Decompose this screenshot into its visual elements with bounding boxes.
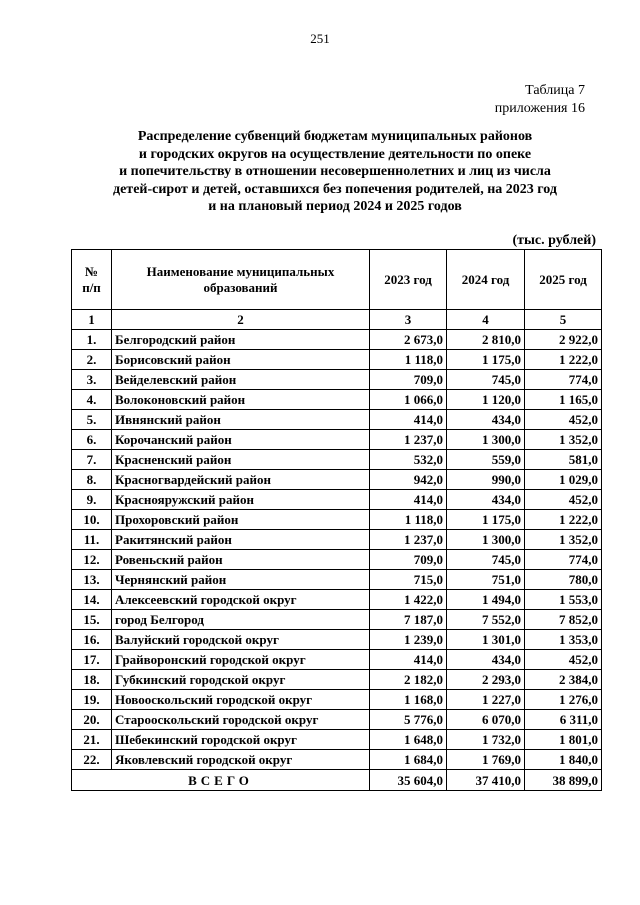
- header-number-line-2: п/п: [82, 279, 101, 295]
- value-2025: 7 852,0: [525, 610, 602, 630]
- value-2025: 1 353,0: [525, 630, 602, 650]
- municipality-name: Валуйский городской округ: [112, 630, 370, 650]
- total-2024: 37 410,0: [447, 770, 525, 791]
- total-2025: 38 899,0: [525, 770, 602, 791]
- value-2023: 532,0: [370, 450, 447, 470]
- value-2025: 1 165,0: [525, 390, 602, 410]
- municipality-name: Красногвардейский район: [112, 470, 370, 490]
- row-number: 17.: [72, 650, 112, 670]
- row-number: 8.: [72, 470, 112, 490]
- total-2023: 35 604,0: [370, 770, 447, 791]
- header-name-line-2: образований: [203, 279, 278, 295]
- table-row: [72, 650, 602, 670]
- row-number: 19.: [72, 690, 112, 710]
- value-2025: 581,0: [525, 450, 602, 470]
- table-row: [72, 490, 602, 510]
- value-2023: 709,0: [370, 550, 447, 570]
- row-number: 1.: [72, 330, 112, 350]
- value-2023: 1 118,0: [370, 350, 447, 370]
- value-2024: 745,0: [447, 370, 525, 390]
- table-row: [72, 330, 602, 350]
- value-2025: 452,0: [525, 410, 602, 430]
- value-2024: 1 120,0: [447, 390, 525, 410]
- municipality-name: Борисовский район: [112, 350, 370, 370]
- header-2025: 2025 год: [525, 250, 602, 310]
- row-number: 18.: [72, 670, 112, 690]
- value-2024: 6 070,0: [447, 710, 525, 730]
- table-row: [72, 670, 602, 690]
- title-line: и на плановый период 2024 и 2025 годов: [208, 199, 462, 214]
- table-reference: [495, 82, 585, 118]
- table-row: [72, 390, 602, 410]
- municipality-name: Новооскольский городской округ: [112, 690, 370, 710]
- value-2024: 2 810,0: [447, 330, 525, 350]
- value-2025: 1 801,0: [525, 730, 602, 750]
- municipality-name: Волоконовский район: [112, 390, 370, 410]
- row-number: 22.: [72, 750, 112, 770]
- table-reference-line-1: Таблица 7: [525, 83, 585, 98]
- table-reference-line-2: приложения 16: [494, 101, 585, 116]
- municipality-name: Ивнянский район: [112, 410, 370, 430]
- municipality-name: Ракитянский район: [112, 530, 370, 550]
- title-line: и городских округов на осуществление деятельности по опеке: [138, 146, 532, 162]
- value-2024: 1 301,0: [447, 630, 525, 650]
- page-number: 251: [310, 31, 330, 46]
- value-2024: 434,0: [447, 490, 525, 510]
- row-number: 7.: [72, 450, 112, 470]
- row-number: 20.: [72, 710, 112, 730]
- row-number: 3.: [72, 370, 112, 390]
- value-2025: 2 922,0: [525, 330, 602, 350]
- table-row: [72, 410, 602, 430]
- value-2023: 1 118,0: [370, 510, 447, 530]
- row-number: 4.: [72, 390, 112, 410]
- value-2024: 1 175,0: [447, 350, 525, 370]
- units-label: (тыс. рублей): [512, 233, 596, 248]
- value-2024: 7 552,0: [447, 610, 525, 630]
- value-2025: 1 553,0: [525, 590, 602, 610]
- column-index: 4: [447, 310, 525, 330]
- row-number: 13.: [72, 570, 112, 590]
- row-number: 12.: [72, 550, 112, 570]
- value-2024: 751,0: [447, 570, 525, 590]
- column-index: 3: [370, 310, 447, 330]
- value-2025: 1 029,0: [525, 470, 602, 490]
- value-2023: 1 237,0: [370, 430, 447, 450]
- header-name: [112, 250, 370, 310]
- header-number: [72, 250, 112, 310]
- value-2025: 774,0: [525, 370, 602, 390]
- column-index-row: [72, 310, 602, 330]
- table-row: [72, 630, 602, 650]
- table-row: [72, 610, 602, 630]
- municipality-name: Краснояружский район: [112, 490, 370, 510]
- value-2025: 1 840,0: [525, 750, 602, 770]
- value-2024: 559,0: [447, 450, 525, 470]
- value-2025: 1 222,0: [525, 510, 602, 530]
- value-2023: 1 237,0: [370, 530, 447, 550]
- value-2023: 414,0: [370, 490, 447, 510]
- municipality-name: Старооскольский городской округ: [112, 710, 370, 730]
- table-row: [72, 470, 602, 490]
- row-number: 10.: [72, 510, 112, 530]
- title-line: детей-сирот и детей, оставшихся без попечения родителей, на 2023 год: [113, 181, 557, 197]
- value-2023: 5 776,0: [370, 710, 447, 730]
- row-number: 14.: [72, 590, 112, 610]
- header-name-line-1: Наименование муниципальных: [146, 263, 335, 279]
- value-2025: 2 384,0: [525, 670, 602, 690]
- table-row: [72, 350, 602, 370]
- municipality-name: Шебекинский городской округ: [112, 730, 370, 750]
- title-line: и попечительству в отношении несовершеннолетних и лиц из числа: [119, 164, 551, 179]
- document-title: [70, 128, 600, 216]
- table-body: [72, 310, 602, 791]
- value-2025: 774,0: [525, 550, 602, 570]
- column-index: 1: [72, 310, 112, 330]
- value-2023: 1 066,0: [370, 390, 447, 410]
- value-2024: 1 300,0: [447, 430, 525, 450]
- municipality-name: Грайворонский городской округ: [112, 650, 370, 670]
- value-2023: 1 648,0: [370, 730, 447, 750]
- value-2023: 1 168,0: [370, 690, 447, 710]
- value-2024: 1 300,0: [447, 530, 525, 550]
- header-number-line-1: №: [84, 263, 99, 279]
- value-2024: 1 769,0: [447, 750, 525, 770]
- value-2024: 1 227,0: [447, 690, 525, 710]
- municipality-name: Белгородский район: [112, 330, 370, 350]
- row-number: 6.: [72, 430, 112, 450]
- municipality-name: Прохоровский район: [112, 510, 370, 530]
- header-2023: 2023 год: [370, 250, 447, 310]
- table-row: [72, 730, 602, 750]
- municipality-name: город Белгород: [112, 610, 370, 630]
- table-row: [72, 750, 602, 770]
- table-row: [72, 690, 602, 710]
- table-row: [72, 430, 602, 450]
- value-2023: 414,0: [370, 650, 447, 670]
- value-2024: 434,0: [447, 410, 525, 430]
- value-2025: 1 276,0: [525, 690, 602, 710]
- municipality-name: Чернянский район: [112, 570, 370, 590]
- table-row: [72, 710, 602, 730]
- value-2023: 1 684,0: [370, 750, 447, 770]
- value-2023: 942,0: [370, 470, 447, 490]
- municipality-name: Вейделевский район: [112, 370, 370, 390]
- value-2025: 452,0: [525, 490, 602, 510]
- value-2024: 745,0: [447, 550, 525, 570]
- municipality-name: Губкинский городской округ: [112, 670, 370, 690]
- row-number: 16.: [72, 630, 112, 650]
- value-2025: 452,0: [525, 650, 602, 670]
- municipality-name: Ровеньский район: [112, 550, 370, 570]
- value-2024: 990,0: [447, 470, 525, 490]
- municipality-name: Корочанский район: [112, 430, 370, 450]
- table-row: [72, 510, 602, 530]
- value-2025: 6 311,0: [525, 710, 602, 730]
- municipality-name: Алексеевский городской округ: [112, 590, 370, 610]
- table-row: [72, 590, 602, 610]
- total-row: [72, 770, 602, 791]
- row-number: 9.: [72, 490, 112, 510]
- table-row: [72, 570, 602, 590]
- value-2024: 1 175,0: [447, 510, 525, 530]
- value-2023: 2 182,0: [370, 670, 447, 690]
- value-2024: 1 732,0: [447, 730, 525, 750]
- value-2023: 414,0: [370, 410, 447, 430]
- table-row: [72, 370, 602, 390]
- column-index: 5: [525, 310, 602, 330]
- value-2023: 1 422,0: [370, 590, 447, 610]
- row-number: 5.: [72, 410, 112, 430]
- value-2024: 2 293,0: [447, 670, 525, 690]
- municipality-name: Красненский район: [112, 450, 370, 470]
- value-2025: 1 352,0: [525, 530, 602, 550]
- table-row: [72, 530, 602, 550]
- table-row: [72, 450, 602, 470]
- value-2023: 709,0: [370, 370, 447, 390]
- header-2024: 2024 год: [447, 250, 525, 310]
- value-2023: 2 673,0: [370, 330, 447, 350]
- table-row: [72, 550, 602, 570]
- row-number: 15.: [72, 610, 112, 630]
- table-header-row: [72, 250, 602, 310]
- municipality-name: Яковлевский городской округ: [112, 750, 370, 770]
- value-2023: 715,0: [370, 570, 447, 590]
- value-2024: 1 494,0: [447, 590, 525, 610]
- subvention-table: [71, 249, 602, 791]
- column-index: 2: [112, 310, 370, 330]
- title-line: Распределение субвенций бюджетам муниципальных районов: [137, 129, 533, 144]
- value-2025: 1 222,0: [525, 350, 602, 370]
- value-2025: 1 352,0: [525, 430, 602, 450]
- row-number: 11.: [72, 530, 112, 550]
- value-2025: 780,0: [525, 570, 602, 590]
- value-2024: 434,0: [447, 650, 525, 670]
- value-2023: 7 187,0: [370, 610, 447, 630]
- total-label: ВСЕГО: [72, 770, 370, 791]
- value-2023: 1 239,0: [370, 630, 447, 650]
- row-number: 2.: [72, 350, 112, 370]
- row-number: 21.: [72, 730, 112, 750]
